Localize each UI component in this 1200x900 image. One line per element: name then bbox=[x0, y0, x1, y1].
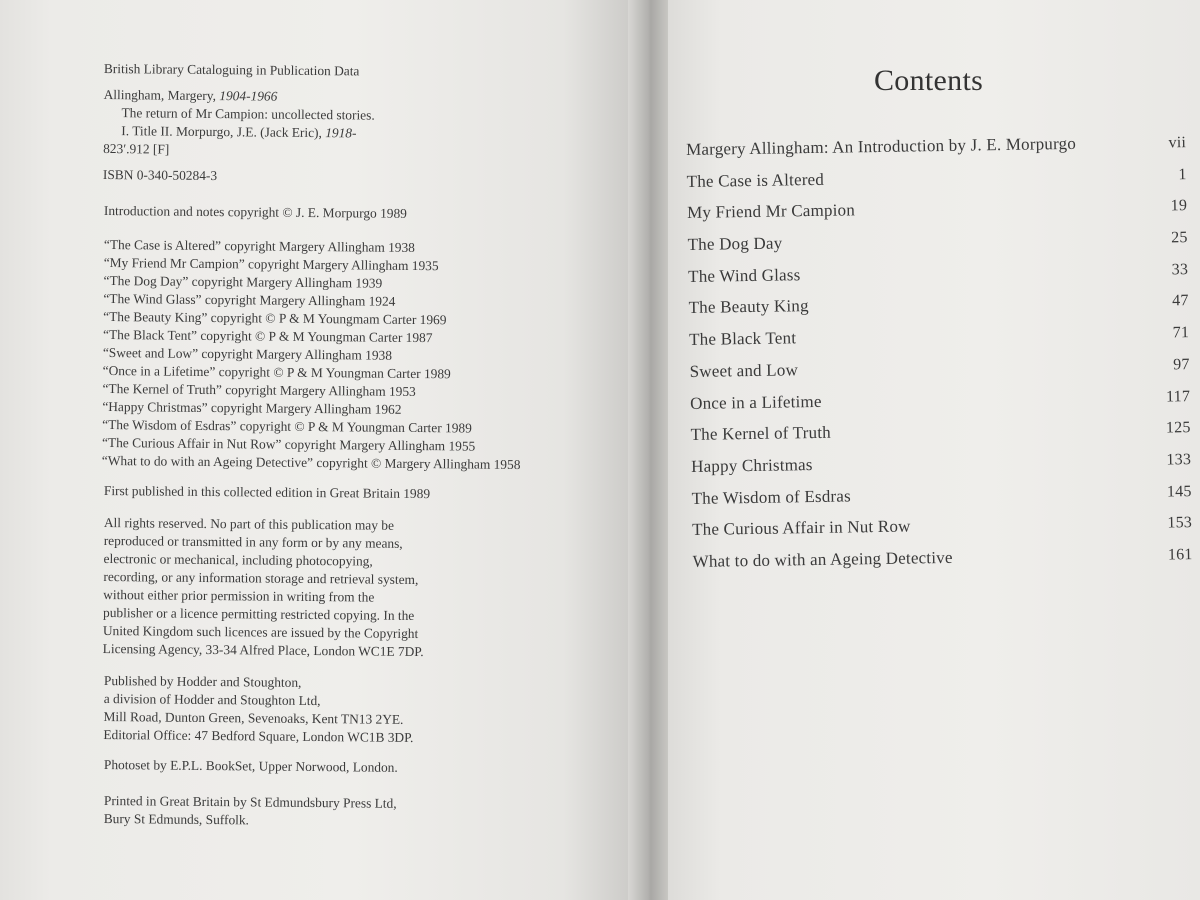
contents-entry-title: Once in a Lifetime bbox=[689, 391, 822, 413]
story-copyright-line: “What to do with an Ageing Detective” copyright © Margery Allingham 1958 bbox=[101, 452, 521, 473]
rights-line: All rights reserved. No part of this publication may be bbox=[103, 514, 395, 533]
rights-line: electronic or mechanical, including photocopying, bbox=[103, 550, 373, 569]
contents-entry-title: The Curious Affair in Nut Row bbox=[691, 516, 911, 540]
story-copyright-line: “Happy Christmas” copyright Margery Allingham 1962 bbox=[102, 398, 402, 417]
rights-line: Licensing Agency, 33-34 Alfred Place, London WC1E 7DP. bbox=[102, 640, 424, 660]
contents-entry-page: 25 bbox=[1171, 229, 1188, 247]
contents-entry-page: 117 bbox=[1165, 387, 1191, 405]
contents-entry-title: The Wisdom of Esdras bbox=[691, 486, 852, 508]
contents-entry-title: The Case is Altered bbox=[686, 169, 825, 191]
cip-author: Allingham, Margery, 1904-1966 bbox=[103, 86, 278, 104]
contents-entry-page: 47 bbox=[1172, 292, 1189, 310]
publisher-line: Mill Road, Dunton Green, Sevenoaks, Kent TN13 2YE. bbox=[103, 708, 404, 727]
rights-line: reproduced or transmitted in any form or by any means, bbox=[103, 532, 403, 551]
contents-entry-page: 125 bbox=[1165, 419, 1191, 437]
intro-copyright: Introduction and notes copyright © J. E. Morpurgo 1989 bbox=[103, 202, 407, 221]
contents-entry-page: 145 bbox=[1166, 482, 1192, 501]
story-copyright-line: “The Black Tent” copyright © P & M Youngman Carter 1987 bbox=[102, 326, 433, 346]
cip-class-line: 823′.912 [F] bbox=[103, 140, 170, 157]
publisher-line: a division of Hodder and Stoughton Ltd, bbox=[103, 690, 321, 709]
story-copyright-line: “The Beauty King” copyright © P & M Youngmam Carter 1969 bbox=[103, 308, 447, 328]
contents-entry-page: 19 bbox=[1170, 197, 1188, 215]
isbn: ISBN 0-340-50284-3 bbox=[102, 166, 218, 184]
printer-line: Bury St Edmunds, Suffolk. bbox=[103, 810, 250, 828]
first-published: First published in this collected edition in Great Britain 1989 bbox=[103, 482, 431, 502]
story-copyright-line: “The Kernel of Truth” copyright Margery Allingham 1953 bbox=[102, 380, 416, 399]
cip-title-line: The return of Mr Campion: uncollected stories. bbox=[121, 105, 375, 123]
contents-entry-title: The Wind Glass bbox=[687, 264, 801, 286]
contents-entry-title: The Beauty King bbox=[688, 296, 809, 318]
contents-entry-title: The Kernel of Truth bbox=[690, 422, 832, 445]
publisher-line: Published by Hodder and Stoughton, bbox=[103, 672, 302, 690]
story-copyright-line: “The Curious Affair in Nut Row” copyright Margery Allingham 1955 bbox=[101, 434, 476, 454]
contents-entry-title: What to do with an Ageing Detective bbox=[692, 547, 953, 571]
printer-info bbox=[104, 792, 624, 833]
contents-title: Contents bbox=[874, 64, 984, 97]
cip-entries-line: I. Title II. Morpurgo, J.E. (Jack Eric), 1918- bbox=[121, 123, 357, 141]
contents-entry-page: 1 bbox=[1178, 165, 1187, 183]
contents-entry-title: The Dog Day bbox=[687, 233, 783, 255]
rights-reserved bbox=[103, 514, 624, 663]
story-copyright-line: “Sweet and Low” copyright Margery Allingham 1938 bbox=[102, 344, 393, 363]
contents-entry-title: My Friend Mr Campion bbox=[686, 200, 856, 223]
contents-entry-page: vii bbox=[1168, 134, 1187, 152]
publisher-info bbox=[103, 672, 624, 749]
story-copyright-line: “The Wisdom of Esdras” copyright © P & M Youngman Carter 1989 bbox=[102, 416, 472, 436]
contents-entry-page: 133 bbox=[1166, 450, 1192, 469]
rights-line: United Kingdom such licences are issued by the Copyright bbox=[102, 622, 419, 642]
contents-list bbox=[686, 132, 1193, 583]
printer-line: Printed in Great Britain by St Edmundsbury Press Ltd, bbox=[103, 792, 397, 811]
contents-entry-title: Sweet and Low bbox=[689, 360, 799, 381]
story-copyright-line: “The Dog Day” copyright Margery Allingham 1939 bbox=[103, 272, 383, 291]
story-copyright-list bbox=[102, 236, 624, 475]
rights-line: without either prior permission in writing from the bbox=[103, 586, 375, 605]
contents-entry-page: 153 bbox=[1167, 514, 1193, 532]
contents-entry-title: The Black Tent bbox=[688, 328, 797, 350]
rights-line: publisher or a licence permitting restricted copying. In the bbox=[102, 604, 415, 623]
story-copyright-line: “My Friend Mr Campion” copyright Margery Allingham 1935 bbox=[103, 254, 439, 274]
photoset-line: Photoset by E.P.L. BookSet, Upper Norwood, London. bbox=[103, 756, 398, 775]
story-copyright-line: “The Wind Glass” copyright Margery Allingham 1924 bbox=[103, 290, 396, 309]
contents-entry-page: 71 bbox=[1172, 324, 1190, 342]
cip-heading: British Library Cataloguing in Publication Data bbox=[103, 60, 360, 79]
story-copyright-line: “Once in a Lifetime” copyright © P & M Youngman Carter 1989 bbox=[102, 362, 451, 382]
rights-line: recording, or any information storage and retrieval system, bbox=[103, 568, 419, 588]
book-gutter bbox=[628, 0, 672, 900]
publisher-line: Editorial Office: 47 Bedford Square, London WC1B 3DP. bbox=[103, 726, 414, 745]
story-copyright-line: “The Case is Altered” copyright Margery Allingham 1938 bbox=[103, 236, 415, 255]
contents-entry-title: Margery Allingham: An Introduction by J. E. Morpurgo bbox=[686, 133, 1077, 159]
contents-entry-page: 97 bbox=[1173, 355, 1190, 374]
cip-block bbox=[103, 60, 624, 189]
contents-entry-title: Happy Christmas bbox=[690, 454, 813, 476]
contents-entry-page: 161 bbox=[1167, 546, 1193, 564]
contents-entry-page: 33 bbox=[1171, 260, 1189, 279]
